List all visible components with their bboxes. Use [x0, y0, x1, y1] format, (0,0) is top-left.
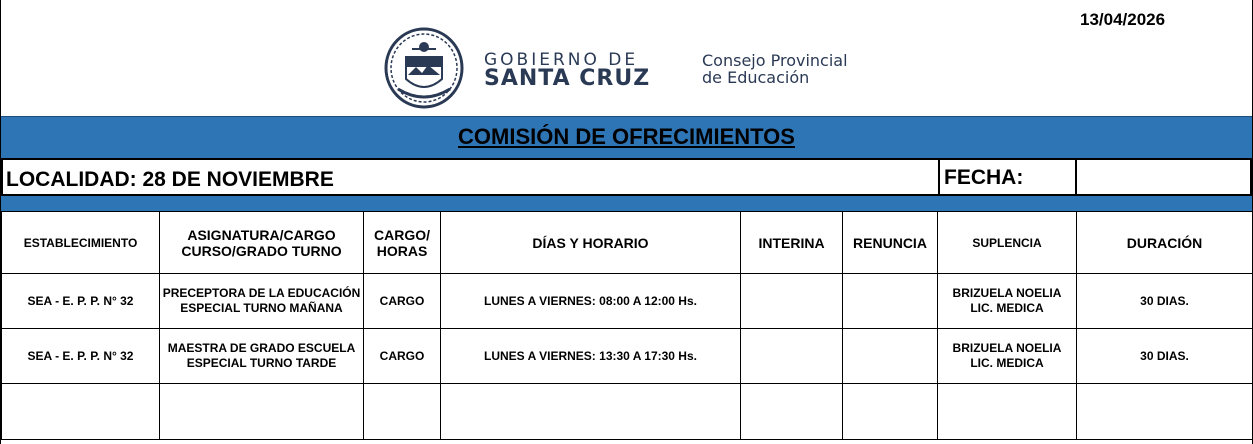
table-row — [2, 274, 1253, 329]
date-value: 13/04/2026 — [1080, 10, 1166, 29]
cell-establecimiento: SEA - E. P. P. N° 32 — [2, 274, 160, 329]
offers-table — [1, 211, 1253, 440]
cell-asignatura: MAESTRA DE GRADO ESCUELA ESPECIAL TURNO TARDE — [160, 329, 364, 384]
col-header-dias-horario: DÍAS Y HORARIO — [441, 212, 741, 274]
header — [1, 0, 1252, 116]
empty-cell — [938, 384, 1077, 440]
date-label-cell — [938, 160, 1077, 194]
cell-asignatura: PRECEPTORA DE LA EDUCACIÓN ESPECIAL TURNO MAÑANA — [160, 274, 364, 329]
empty-cell — [1077, 384, 1253, 440]
empty-cell — [2, 384, 160, 440]
government-name-top: GOBIERNO DE — [484, 50, 639, 70]
empty-table-row — [2, 384, 1253, 440]
government-name-bottom: SANTA CRUZ — [484, 66, 651, 91]
info-row — [1, 158, 1252, 196]
cell-duracion: 30 DIAS. — [1077, 274, 1253, 329]
table-row — [2, 329, 1253, 384]
date-label: FECHA: — [944, 166, 1024, 189]
page-title: COMISIÓN DE OFRECIMIENTOS — [458, 124, 795, 149]
suplencia-name: BRIZUELA NOELIA — [952, 341, 1062, 355]
title-bar — [1, 116, 1252, 158]
cell-cargo-horas: CARGO — [364, 329, 441, 384]
suplencia-name: BRIZUELA NOELIA — [952, 286, 1062, 300]
cell-establecimiento: SEA - E. P. P. N° 32 — [2, 329, 160, 384]
cell-interina — [741, 329, 843, 384]
cell-dias-horario: LUNES A VIERNES: 13:30 A 17:30 Hs. — [441, 329, 741, 384]
separator-strip — [1, 196, 1252, 211]
cell-interina — [741, 274, 843, 329]
council-name-line2: de Educación — [702, 68, 810, 87]
provincial-seal-icon — [384, 27, 464, 109]
table-header-row — [2, 212, 1253, 274]
col-header-renuncia: RENUNCIA — [843, 212, 938, 274]
empty-cell — [741, 384, 843, 440]
empty-cell — [364, 384, 441, 440]
cell-duracion: 30 DIAS. — [1077, 329, 1253, 384]
col-header-asignatura: ASIGNATURA/CARGO CURSO/GRADO TURNO — [160, 212, 364, 274]
cell-suplencia — [938, 274, 1077, 329]
col-header-establecimiento: ESTABLECIMIENTO — [2, 212, 160, 274]
suplencia-reason: LIC. MEDICA — [970, 356, 1044, 370]
empty-cell — [843, 384, 938, 440]
cell-cargo-horas: CARGO — [364, 274, 441, 329]
cell-suplencia — [938, 329, 1077, 384]
locality-label: LOCALIDAD: 28 DE NOVIEMBRE — [6, 168, 334, 191]
council-name — [702, 52, 848, 86]
col-header-duracion: DURACIÓN — [1077, 212, 1253, 274]
empty-cell — [160, 384, 364, 440]
cell-renuncia — [843, 274, 938, 329]
col-header-interina: INTERINA — [741, 212, 843, 274]
cell-dias-horario: LUNES A VIERNES: 08:00 A 12:00 Hs. — [441, 274, 741, 329]
empty-cell — [441, 384, 741, 440]
council-name-line1: Consejo Provincial — [702, 51, 848, 70]
cell-renuncia — [843, 329, 938, 384]
suplencia-reason: LIC. MEDICA — [970, 301, 1044, 315]
col-header-cargo-horas: CARGO/ HORAS — [364, 212, 441, 274]
col-header-suplencia: SUPLENCIA — [938, 212, 1077, 274]
